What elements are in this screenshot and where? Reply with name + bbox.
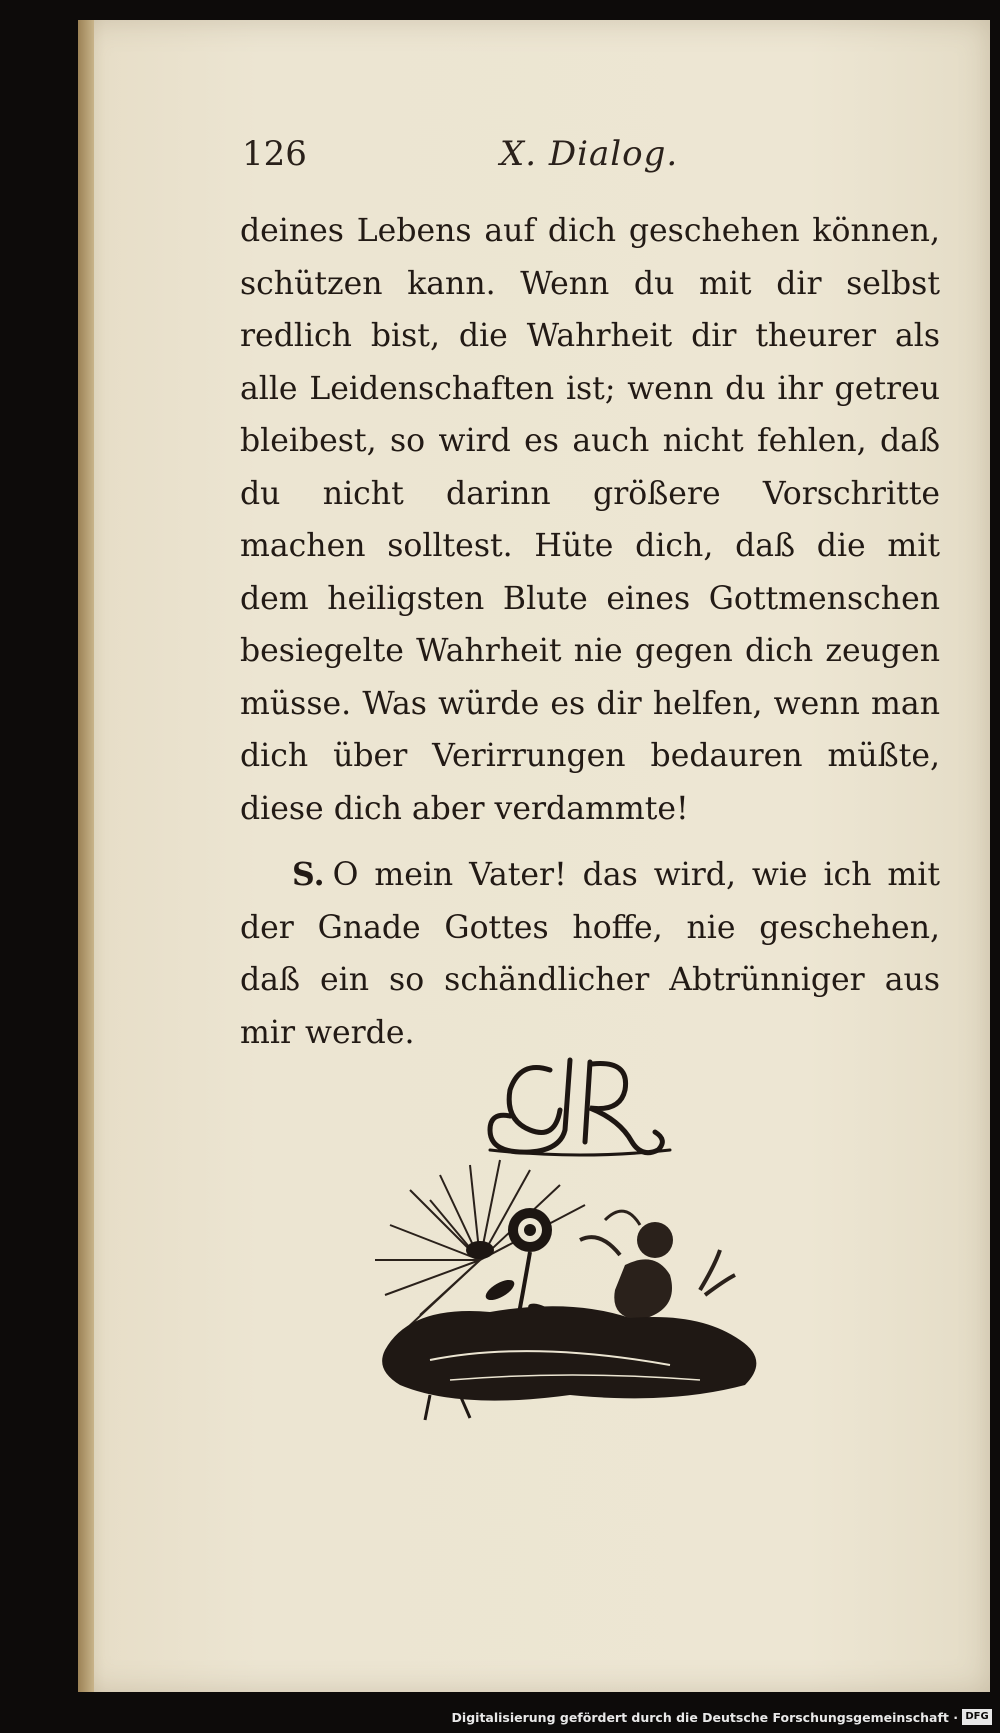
body-text [240,205,940,1059]
page-gutter-edge [78,20,94,1692]
cherub-icon [580,1211,735,1320]
running-title: X. Dialog. [500,134,679,174]
monogram-icon [490,1060,670,1155]
dfg-logo-icon: DFG [962,1709,992,1725]
ground-mound-icon [382,1306,756,1420]
speaker-label: S. [292,856,325,893]
paragraph-2-text: O mein Vater! das wird, wie ich mit der Gnade Gottes hoffe, nie geschehen, daß ein so schändlicher Abtrünniger aus mir werde. [240,857,940,1051]
paragraph-1: deines Lebens auf dich geschehen können, schützen kann. Wenn du mit dir selbst redlich bist, die Wahrheit dir theurer als alle Leidenschaften ist; wenn du ihr getreu bleibest, so wird es auch nicht fehlen, daß du nicht darinn größere Vorschritte machen solltest. Hüte dich, daß die mit dem heiligsten Blute eines Gottmenschen besiegelte Wahrheit nie gegen dich zeugen müsse. Was würde es dir helfen, wenn man dich über Verirrungen bedauren müßte, diese dich aber verdammte! [240,213,940,827]
paragraph-2 [240,849,940,1059]
vignette-ornament [370,1050,800,1430]
page-header [240,134,940,184]
digitization-credit: Digitalisierung gefördert durch die Deutsche Forschungsgemeinschaft · [451,1710,958,1725]
page-number: 126 [242,134,307,174]
